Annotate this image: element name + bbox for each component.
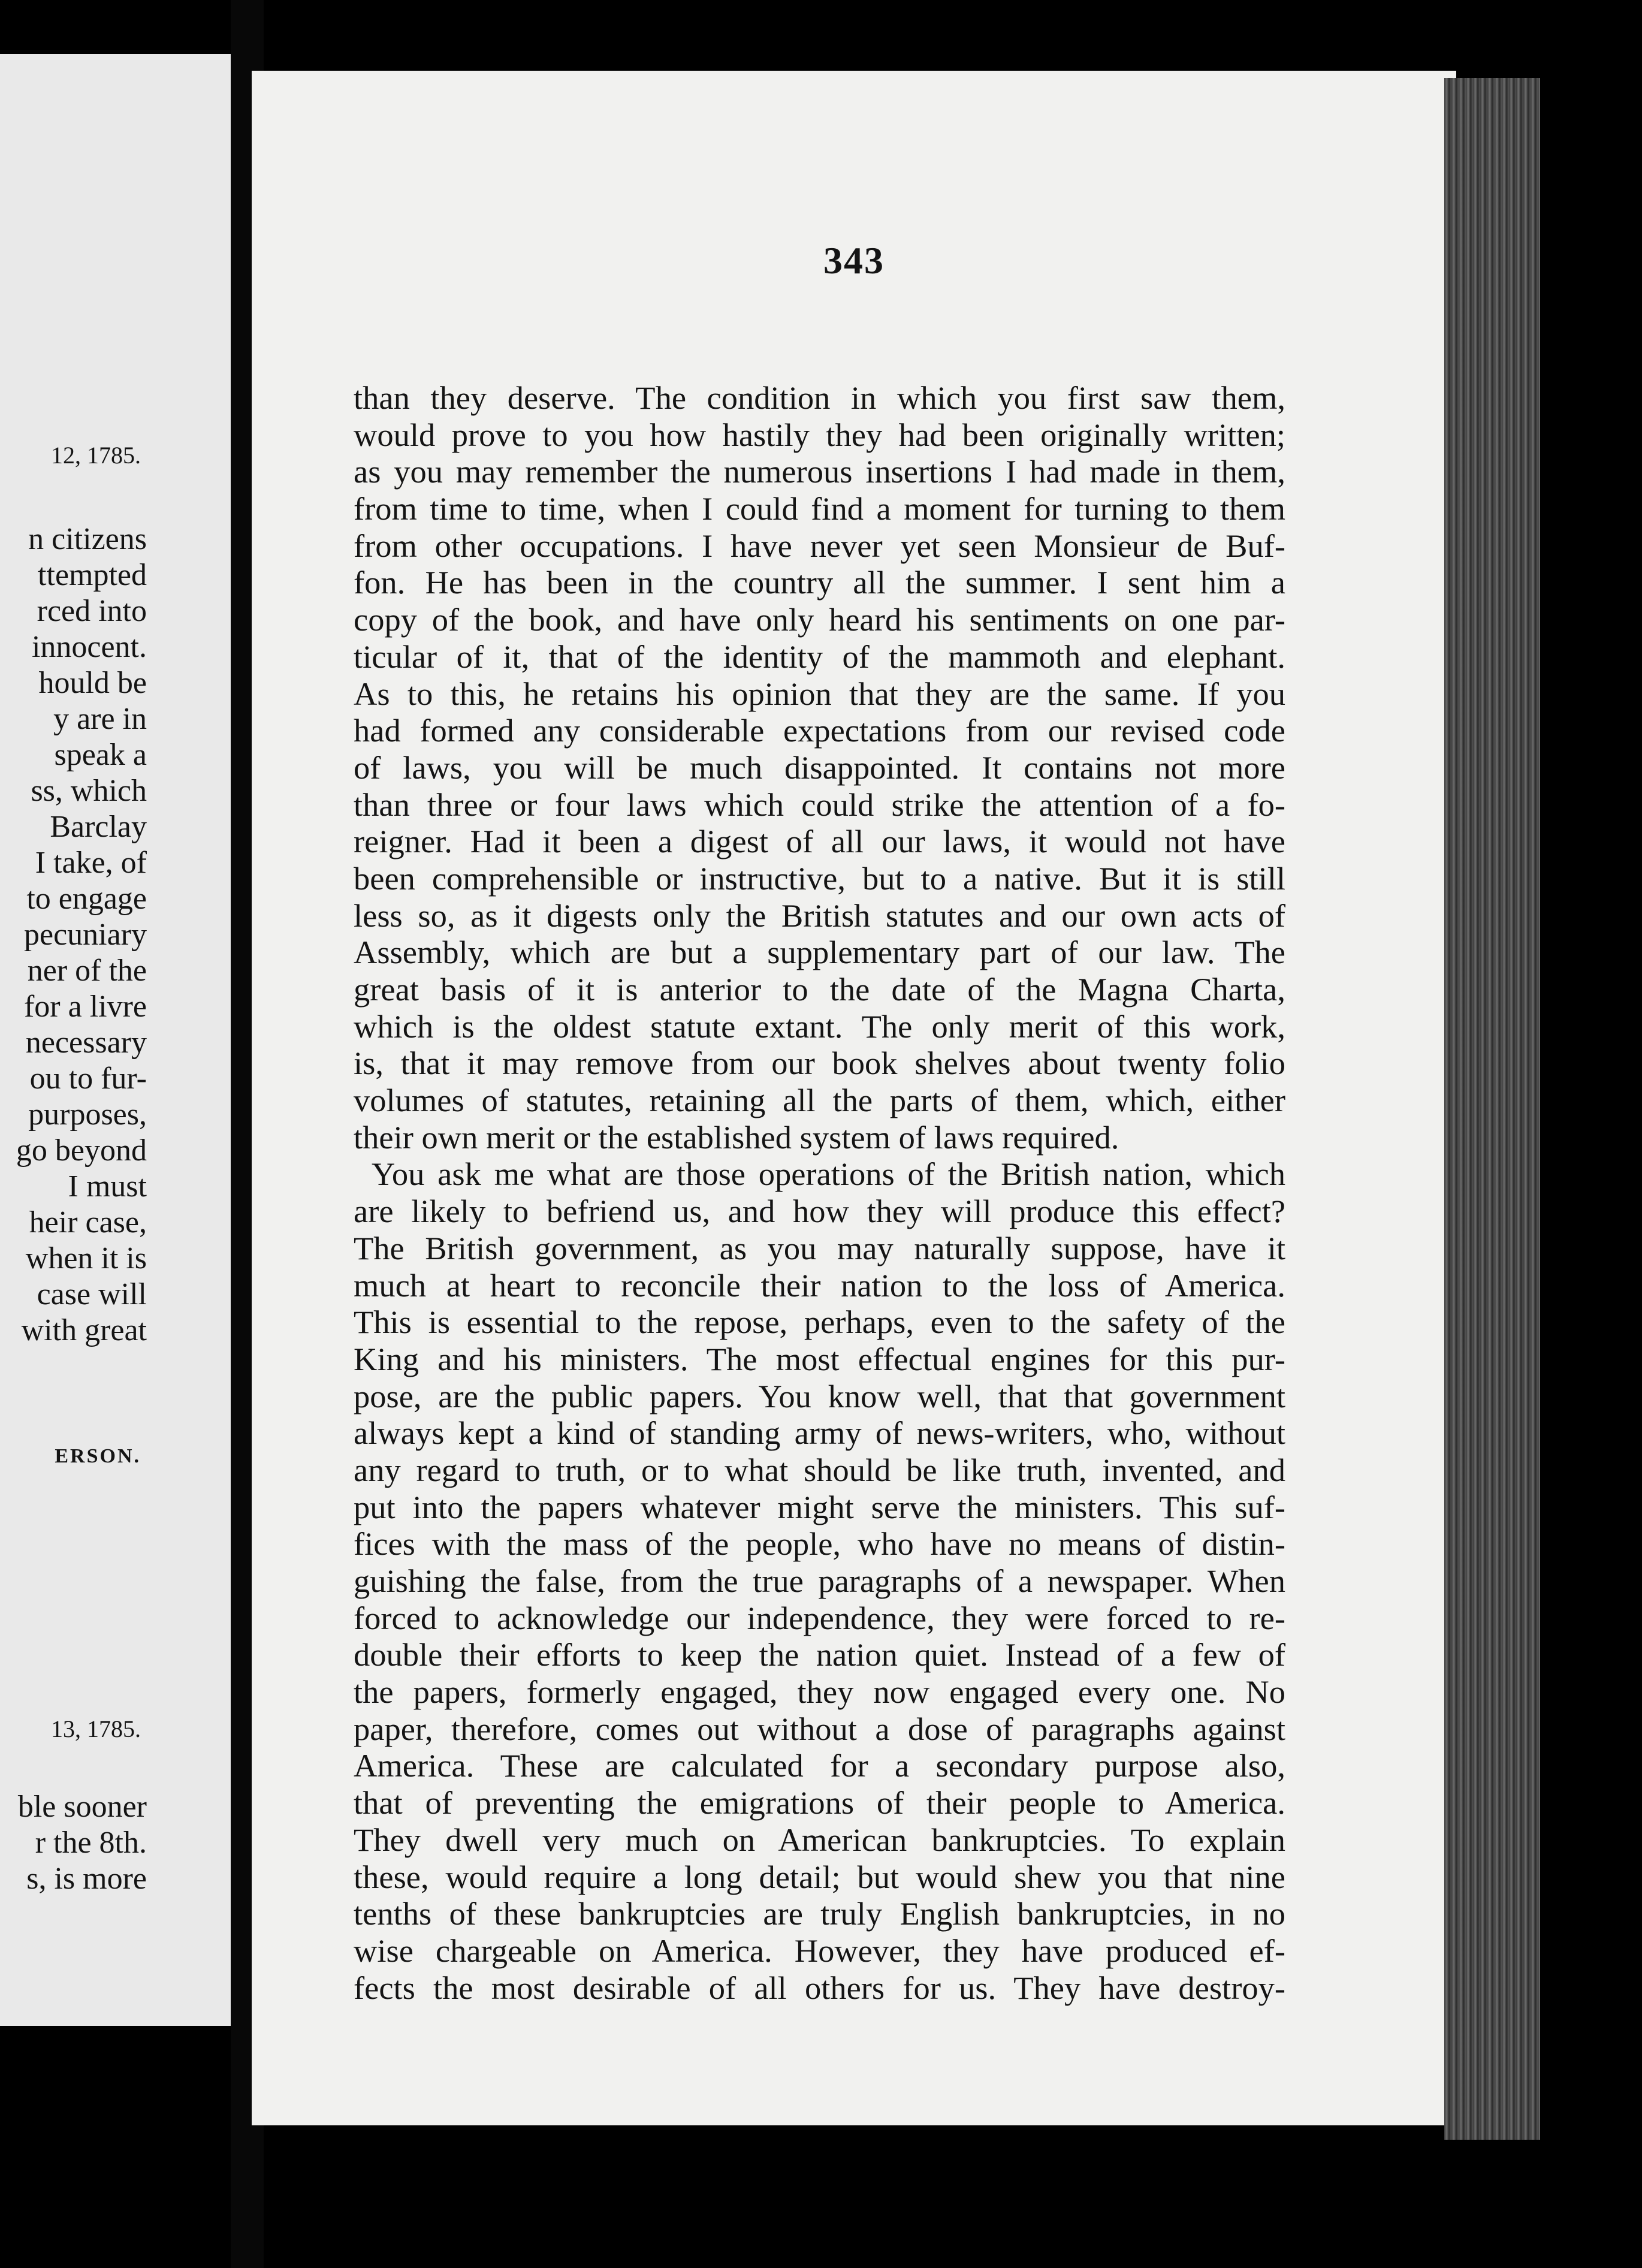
text-fragment: hould be — [38, 666, 147, 700]
text-fragment: innocent. — [31, 630, 147, 664]
book-page — [252, 71, 1456, 2125]
text-line: had formed any considerable expectations from our revised code — [354, 712, 1285, 749]
text-fragment: with great — [21, 1313, 147, 1347]
text-fragment: I must — [68, 1169, 147, 1204]
text-line: always kept a kind of standing army of news-writers, who, without — [354, 1415, 1285, 1452]
text-line: America. These are calculated for a secondary purpose also, — [354, 1747, 1285, 1784]
text-fragment: n citizens — [28, 522, 147, 556]
text-line: less so, as it digests only the British statutes and our own acts of — [354, 897, 1285, 934]
text-line: is, that it may remove from our book shelves about twenty folio — [354, 1045, 1285, 1082]
text-line: fices with the mass of the people, who have no means of distin- — [354, 1525, 1285, 1563]
text-line: great basis of it is anterior to the date of the Magna Charta, — [354, 971, 1285, 1008]
text-line: their own merit or the established system of laws required. — [354, 1118, 1119, 1156]
text-line: forced to acknowledge our independence, they were forced to re- — [354, 1599, 1285, 1636]
text-line: the papers, formerly engaged, they now engaged every one. No — [354, 1673, 1285, 1711]
text-line: than three or four laws which could strike the attention of a fo- — [354, 786, 1285, 823]
text-fragment: purposes, — [28, 1097, 147, 1132]
text-line: volumes of statutes, retaining all the parts of them, which, either — [354, 1082, 1285, 1119]
letter-date-fragment: 13, 1785. — [51, 1715, 141, 1742]
text-line: than they deserve. The condition in which you first saw them, — [354, 379, 1285, 416]
text-line: wise chargeable on America. However, they have produced ef- — [354, 1932, 1285, 1969]
text-line: You ask me what are those operations of the British nation, which — [372, 1156, 1285, 1193]
text-fragment: heir case, — [29, 1205, 147, 1239]
text-line: The British government, as you may naturally suppose, have it — [354, 1229, 1285, 1266]
text-fragment: speak a — [54, 738, 147, 772]
text-line: are likely to befriend us, and how they will produce this effect? — [354, 1193, 1285, 1230]
text-line: that of preventing the emigrations of their people to America. — [354, 1784, 1285, 1821]
text-line: as you may remember the numerous insertions I had made in them, — [354, 453, 1285, 490]
text-line: guishing the false, from the true paragraphs of a newspaper. When — [354, 1563, 1285, 1599]
text-fragment: I take, of — [35, 846, 147, 880]
text-fragment: r the 8th. — [35, 1826, 147, 1860]
previous-page — [0, 54, 231, 2026]
text-line: ticular of it, that of the identity of the mammoth and elephant. — [354, 638, 1285, 675]
page-edges — [1444, 78, 1540, 2140]
text-line: Assembly, which are but a supplementary part of our law. The — [354, 934, 1285, 971]
text-line: reigner. Had it been a digest of all our laws, it would not have — [354, 823, 1285, 860]
text-line: This is essential to the repose, perhaps, even to the safety of the — [354, 1304, 1285, 1341]
text-fragment: ou to fur- — [29, 1061, 147, 1096]
text-line: been comprehensible or instructive, but to a native. But it is still — [354, 859, 1285, 897]
text-line: King and his ministers. The most effectual engines for this pur- — [354, 1340, 1285, 1377]
text-line: of laws, you will be much disappointed. It contains not more — [354, 749, 1285, 786]
text-fragment: y are in — [53, 702, 147, 736]
text-fragment: rced into — [37, 594, 147, 628]
text-fragment: for a livre — [23, 990, 147, 1024]
text-line: much at heart to reconcile their nation to the loss of America. — [354, 1266, 1285, 1304]
text-line: copy of the book, and have only heard his sentiments on one par- — [354, 601, 1285, 638]
letter-date-fragment: 12, 1785. — [51, 442, 141, 469]
text-fragment: ss, which — [31, 774, 147, 808]
text-line: from time to time, when I could find a moment for turning to them — [354, 490, 1285, 527]
text-fragment: Barclay — [50, 810, 147, 844]
text-fragment: ner of the — [27, 954, 147, 988]
text-line: pose, are the public papers. You know well, that that government — [354, 1377, 1285, 1415]
text-fragment: go beyond — [16, 1133, 147, 1168]
signature-fragment: ERSON. — [55, 1445, 141, 1467]
text-line: from other occupations. I have never yet seen Monsieur de Buf- — [354, 527, 1285, 564]
text-line: fects the most desirable of all others for us. They have destroy- — [354, 1969, 1285, 2006]
body-text — [354, 379, 1285, 2006]
text-line: As to this, he retains his opinion that they are the same. If you — [354, 675, 1285, 712]
text-line: these, would require a long detail; but would shew you that nine — [354, 1858, 1285, 1895]
text-fragment: pecuniary — [23, 918, 147, 952]
text-line: would prove to you how hastily they had been originally written; — [354, 416, 1285, 453]
text-fragment: s, is more — [26, 1862, 147, 1896]
text-line: fon. He has been in the country all the summer. I sent him a — [354, 564, 1285, 601]
text-line: any regard to truth, or to what should be like truth, invented, and — [354, 1451, 1285, 1488]
text-line: put into the papers whatever might serve the ministers. This suf- — [354, 1488, 1285, 1525]
text-line: double their efforts to keep the nation quiet. Instead of a few of — [354, 1636, 1285, 1673]
text-fragment: case will — [37, 1277, 147, 1311]
text-line: paper, therefore, comes out without a dose of paragraphs against — [354, 1710, 1285, 1747]
text-line: tenths of these bankruptcies are truly English bankruptcies, in no — [354, 1895, 1285, 1932]
text-line: They dwell very much on American bankruptcies. To explain — [354, 1821, 1285, 1858]
text-fragment: ble sooner — [17, 1790, 147, 1824]
text-fragment: necessary — [25, 1026, 147, 1060]
text-fragment: ttempted — [38, 558, 147, 592]
text-fragment: to engage — [26, 882, 147, 916]
page-number: 343 — [823, 239, 885, 282]
text-line: which is the oldest statute extant. The only merit of this work, — [354, 1008, 1285, 1045]
text-fragment: when it is — [25, 1241, 147, 1275]
